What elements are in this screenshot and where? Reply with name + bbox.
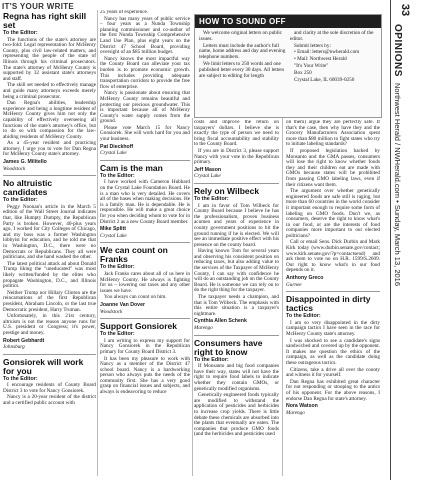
salutation: To the Editor: <box>3 30 38 36</box>
letter-headline: Gonsiorek will work for you <box>3 356 84 376</box>
paragraph: I am writing to express my support for Nancy Gonsiorek in the Republican primary for County Board District 3. <box>100 337 190 355</box>
howto-text: and clarity at the sole discretion of the editor. <box>290 30 374 42</box>
paragraph: If proposed legislation backed by Monsanto and the GMA passes, consumers will lose the right to know whether foods they and their children eat are made with GMOs because states will be prohibited from passing GMO labeling laws, even if their citizens want them. <box>286 147 380 188</box>
paragraph: Peggy Noonan's article in the March 5 edition of the Wall Street Journal indicates that, like Humpty Dumpty, the Republican Party is broken. However, 40-plus years ago, I worked for City Colleges of Chicago, and my boss was a former Washington lobbyist for education, and he told me that in Washington, D.C., there were no Democrats or Republicans. They all were politicians, and she hand washed the other. <box>3 203 96 261</box>
paragraph: The skill set needed to effectively manage and guide many attorneys exceeds merely being a criminal prosecutor. <box>3 82 96 100</box>
letter-author: Mike Splitt <box>100 226 126 233</box>
howto-right <box>290 31 377 84</box>
paragraph: The functions of the state's attorney are two-fold: Legal representation for McHenry County, plus civil law-related matters, and representing the people of the state of Illinois through his criminal prosecutors. The state's attorney of McHenry County is supported by 32 assistant state's attorneys and staff. <box>3 36 96 82</box>
paragraph: Genetically engineered foods typically are modified to withstand the application of pesticides and herbicides to increase crop yields. There is little debate these chemicals are absorbed into the plants that eventually are eaten. The companies that produce GMO foods (and the herbicides and pesticides used <box>194 392 279 438</box>
letter-headline: Rely on Wilbeck <box>194 185 260 196</box>
paragraph: The latest political attack ad about Donald Trump liking the "uneducated" was most likely written/funded by the elites who propagate Washington, D.C., and Illinois politics. <box>3 260 96 290</box>
paragraph: Jack Franks cares about all of us here in McHenry County. He always is fighting for us – lowering our taxes and any other issues we have. <box>100 270 190 294</box>
paragraph: costs and improve the return on taxpayers' dollars. I believe she is exactly the type of person we need to bring fiscal accountability and stability to the County Board. <box>194 120 279 148</box>
salutation: To the Editor: <box>3 197 38 204</box>
letter-author: Cynthia Allen Schenk <box>194 318 247 325</box>
page-side-rail <box>382 0 423 480</box>
paragraph: I am so very disappointed in the dirty campaign tactics I have seen in the race for McHenry County state's attorney. <box>286 319 380 337</box>
divider <box>194 183 279 184</box>
letter-location: Johnsburg <box>3 344 25 351</box>
howto-text: Crystal Lake, IL 60039-0250 <box>294 76 355 83</box>
paragraph: If you are in District 3, please support Nancy with your vote in the Republican primary. <box>194 147 279 166</box>
howto-text: Submit letters by: <box>294 42 331 49</box>
salutation: To the Editor: <box>194 356 229 363</box>
letter-headline: Cam is the man <box>100 162 163 173</box>
letter-author: Pat Dieckhoff <box>100 143 134 150</box>
divider <box>3 354 96 355</box>
paragraph: You always can count on him. <box>104 294 167 301</box>
letter-headline: Disappointed in dirty tactics <box>286 294 371 314</box>
letter-location: Marengo <box>286 409 305 416</box>
paragraph: Citizens, take a drive all over the county and witness it for yourself. <box>286 366 380 379</box>
howto-text: Box 250 <box>294 69 312 76</box>
letter-location: Marengo <box>194 325 213 331</box>
paragraph: Call or email Sens. Dick Durbin and Mark Kirk today (www.durbin.senate.gov/contact; www.kirk.senate.gov/?p=contactsend) and ask them to vote no on H.R. 1599/S.2609. Our right to know what's in our food depends on it. <box>286 239 380 274</box>
paragraph: Nancy has many years of public service – four years as a Nunda Township planning commissioner and co-author of the first Nunda Township Comprehensive Land Use Plan, plus eight years on the District 47 School Board, providing oversight of an $85 million budget. <box>100 15 190 56</box>
howto-text: Letters must include the author's full name, home address and day and evening telephone numbers. <box>199 42 286 61</box>
column-4 <box>286 120 380 476</box>
side-rule <box>390 0 391 480</box>
column-divider <box>282 118 283 476</box>
letter-location: Crystal Lake <box>194 173 221 180</box>
letter-headline: We can count on Franks <box>100 245 168 265</box>
salutation: To the Editor: <box>100 172 135 179</box>
section-label: IT'S YOUR WRITE <box>2 2 75 11</box>
paragraph: 25 years of experience. <box>100 10 149 15</box>
howto-text: We welcome original letters on public issues. <box>199 30 282 42</box>
paragraph: Nancy knows the most impactful way the County Board can alleviate your tax burden is to promote economic growth. This includes providing adequate transportation corridors to provide the free flow of enterprise. <box>100 55 190 90</box>
divider <box>3 175 96 176</box>
paragraph: I encourage residents of County Board District 3 to vote for Nancy Gonsiorek. <box>3 382 96 394</box>
paragraph: The taxpayer needs a champion, and that is Tom Wilbeck. The emphasis with this entire situation is a taxpayer's nightmare. <box>194 294 279 317</box>
page-number: 33 <box>399 3 411 17</box>
paragraph: The argument over whether genetically engineered foods are safe still is raging, but more than 60 countries in the world consider it important enough to require some form of labeling on GMO foods. Don't we, as consumers, deserve the right to know what's in our food, or are the interests of food companies more important to our elected politicians? <box>286 188 380 239</box>
letter-author: Robert Gebhardt <box>3 337 45 344</box>
paragraph: Dan Regna has exhibited great character for not responding or stooping to the antics of his opponent. For the above reasons, I endorse Dan Regna for state's attorney. <box>286 378 380 402</box>
column-1 <box>3 10 96 476</box>
salutation: To the Editor: <box>194 195 229 202</box>
letter-location: Crystal Lake <box>100 150 127 157</box>
paragraph: Nancy is passionate about ensuring that McHenry County remains beautiful and protecting our precious groundwater. This is important because all of McHenry County's water supply comes from the ground. <box>100 90 190 125</box>
paragraph: Dan Regna's abilities, leadership experience and being a longtime resident of McHenry County gives him not only the capability of effectively overseeing all functions of the state's attorney's office, but to do so with compassion for the law-abiding residents of McHenry County. <box>3 100 96 140</box>
paragraph: Nancy is a 20-year resident of the district and a certified public account with <box>3 394 96 407</box>
paragraph: I am in favor of Tom Wilbeck for County Board because I believe he has the professionalism, proven business acumen and years of experience in county government positions to hit the ground running if he is elected. We will see an immediate positive effect with his presence on the county board. <box>194 202 279 248</box>
letter-author: Jeff Mason <box>194 166 222 173</box>
letter-author: Nora Watson <box>286 403 318 410</box>
paragraph: I have worked with Cameron Hubbard on the Crystal Lake Foundation Board. He is a man who is very detailed. He covers all of the bases when making decisions. He is a family man. He is dependable. He is responsible. He will make a great choice for you when deciding whom to vote for in District 2 as a new County Board member. <box>100 179 190 225</box>
letter-author: Joanne Van Dover <box>100 301 145 308</box>
divider <box>100 318 190 319</box>
paragraph: I was shocked to see a candidate's signs sandwiched and covered up by the opponent. It makes me question the ethics of the campaign, as well as the candidate doing these outrageous tactics. <box>286 337 380 366</box>
paragraph: Neither Trump nor Hillary Clinton are the reincarnations of the first Republican president, Abraham Lincoln, or the last true Democratic president, Harry Truman. <box>3 289 96 313</box>
letter-headline: Support Gonsiorek <box>100 321 177 332</box>
paragraph: Unfortunately, in this 21st century, altruism is not the reason anyone runs for U.S. president or Congress; it's power, prestige and money. <box>3 313 96 336</box>
divider <box>100 242 190 243</box>
paragraph: It has been my pleasure to work with Nancy as a member of the District 47 school board. Nancy is a hardworking person who always puts the needs of the community first. She has a very good grasp on financial issues and subjects, and always is endeavoring to reduce <box>100 355 190 396</box>
divider <box>194 335 279 336</box>
paragraph: If Monsanto and big food companies have their way, states will not have the right to require food labels to indicate whether they contain GMOs, or genetically modified organisms. <box>194 363 279 392</box>
salutation: To the Editor: <box>100 264 135 271</box>
howto-text: "It's Your Write" <box>294 62 329 69</box>
letter-author: James G. Militello <box>3 159 47 166</box>
salutation: To the Editor: <box>3 375 38 382</box>
publication-name: Northwest Herald / NWHerald.com <box>393 83 402 199</box>
letter-headline: No altruistic candidates <box>3 178 53 198</box>
column-divider <box>192 118 193 476</box>
howto-left <box>199 31 286 84</box>
divider <box>100 160 190 161</box>
letter-location: Gurnee <box>286 281 302 288</box>
letter-headline: Consumers have right to know <box>194 337 263 357</box>
paragraph: Having known Tom for several years and observing his consistent position on reducing taxes, but also adding value to the services of the Taxpayer of McHenry County, I can say with confidence he will do an outstanding job on the County Board. He is someone we can rely on to do the right thing for the taxpayer. <box>194 248 279 294</box>
letter-location: Woodstock <box>3 165 26 172</box>
letter-headline: Regna has right skill set <box>3 11 87 30</box>
how-to-sound-off-box <box>194 14 382 118</box>
divider <box>286 291 380 292</box>
side-rail-text <box>392 24 403 286</box>
salutation: To the Editor: <box>100 331 135 338</box>
column-2 <box>100 10 190 476</box>
paragraph: Please vote March 15 for Nancy Gonsiorek. She will work hard for you and your business. <box>100 124 190 143</box>
howto-email[interactable]: • Email: letters@nwherald.com <box>294 49 360 56</box>
letter-location: Woodstock <box>100 308 123 315</box>
howto-text: We limit letters to 250 words and one published letter every 30 days. All letters are subject to editing for length <box>199 60 285 79</box>
letter-location: Crystal Lake <box>100 232 127 239</box>
column-3 <box>194 120 279 476</box>
publication-date: • Sunday, March 13, 2016 <box>393 200 402 286</box>
salutation: To the Editor: <box>286 313 321 320</box>
howto-text: • Mail: Northwest Herald <box>294 56 347 63</box>
paragraph: As a 45-year resident and practicing attorney, I urge you to vote for Dan Regna for McHenry County state's attorney. <box>3 140 96 158</box>
section-name: OPINIONS <box>392 24 403 77</box>
paragraph: on them) argue they are perfectly safe. If that's the case, then why have they and the Grocery Manufacturers Association spent more than $80 million to fight states who try to initiate labeling standards? <box>286 120 380 148</box>
how-to-sound-off-title: HOW TO SOUND OFF <box>195 15 381 28</box>
column-divider <box>97 10 98 476</box>
letter-author: Anthony Greco <box>286 275 324 282</box>
